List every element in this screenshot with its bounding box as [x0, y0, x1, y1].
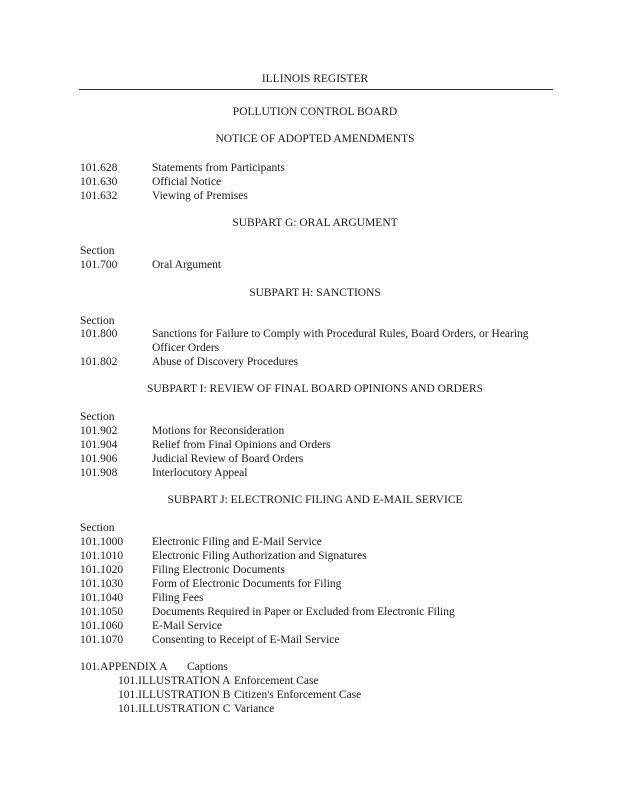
section-title: Statements from Participants — [152, 162, 285, 174]
section-number: 101.1020 — [80, 564, 124, 576]
section-title: Filing Fees — [152, 592, 204, 604]
section-title: Interlocutory Appeal — [152, 467, 248, 479]
section-title: Official Notice — [152, 176, 222, 188]
section-number: 101.700 — [80, 259, 118, 271]
section-number: 101.630 — [80, 176, 118, 188]
section-title: Oral Argument — [152, 259, 222, 271]
section-number: 101.904 — [80, 439, 118, 451]
section-number: 101.628 — [80, 162, 118, 174]
agency-name: POLLUTION CONTROL BOARD — [232, 106, 398, 118]
appendix-title: Captions — [187, 661, 228, 673]
section-number: 101.632 — [80, 190, 118, 202]
section-number: 101.800 — [80, 328, 118, 340]
header-rule — [79, 89, 553, 90]
section-title: Viewing of Premises — [152, 190, 248, 202]
register-title: ILLINOIS REGISTER — [261, 73, 369, 85]
illustration-label: 101.ILLUSTRATION C — [118, 703, 231, 715]
illustration-label: 101.ILLUSTRATION A — [118, 675, 231, 687]
section-number: 101.1060 — [80, 620, 124, 632]
section-title: Electronic Filing and E-Mail Service — [152, 536, 322, 548]
section-title: Motions for Reconsideration — [152, 425, 285, 437]
section-number: 101.1070 — [80, 634, 124, 646]
illustration-title: Enforcement Case — [234, 675, 319, 687]
section-title: E-Mail Service — [152, 620, 222, 632]
section-title: Documents Required in Paper or Excluded from Electronic Filing — [152, 606, 455, 618]
illustration-title: Variance — [234, 703, 275, 715]
section-label: Section — [80, 315, 115, 327]
section-label: Section — [80, 245, 115, 257]
subpart-h-heading: SUBPART H: SANCTIONS — [249, 287, 381, 299]
section-number: 101.1040 — [80, 592, 124, 604]
section-label: Section — [80, 522, 115, 534]
section-number: 101.1050 — [80, 606, 124, 618]
section-title: Sanctions for Failure to Comply with Procedural Rules, Board Orders, or Hearing — [152, 328, 529, 340]
section-number: 101.906 — [80, 453, 118, 465]
section-label: Section — [80, 411, 115, 423]
section-title: Filing Electronic Documents — [152, 564, 285, 576]
section-title: Consenting to Receipt of E-Mail Service — [152, 634, 340, 646]
section-title: Judicial Review of Board Orders — [152, 453, 304, 465]
subpart-i-heading: SUBPART I: REVIEW OF FINAL BOARD OPINIONS AND ORDERS — [146, 383, 484, 395]
section-title-continued: Officer Orders — [152, 342, 220, 354]
section-title: Electronic Filing Authorization and Signatures — [152, 550, 367, 562]
notice-title: NOTICE OF ADOPTED AMENDMENTS — [215, 133, 415, 145]
illustration-label: 101.ILLUSTRATION B — [118, 689, 231, 701]
section-title: Relief from Final Opinions and Orders — [152, 439, 331, 451]
subpart-g-heading: SUBPART G: ORAL ARGUMENT — [232, 217, 398, 229]
subpart-j-heading: SUBPART J: ELECTRONIC FILING AND E-MAIL SERVICE — [167, 494, 463, 506]
section-title: Form of Electronic Documents for Filing — [152, 578, 342, 590]
illustration-title: Citizen's Enforcement Case — [234, 689, 362, 701]
appendix-label: 101.APPENDIX A — [80, 661, 168, 673]
section-number: 101.902 — [80, 425, 118, 437]
section-number: 101.802 — [80, 356, 118, 368]
section-title: Abuse of Discovery Procedures — [152, 356, 298, 368]
section-number: 101.908 — [80, 467, 118, 479]
section-number: 101.1000 — [80, 536, 124, 548]
section-number: 101.1030 — [80, 578, 124, 590]
section-number: 101.1010 — [80, 550, 124, 562]
